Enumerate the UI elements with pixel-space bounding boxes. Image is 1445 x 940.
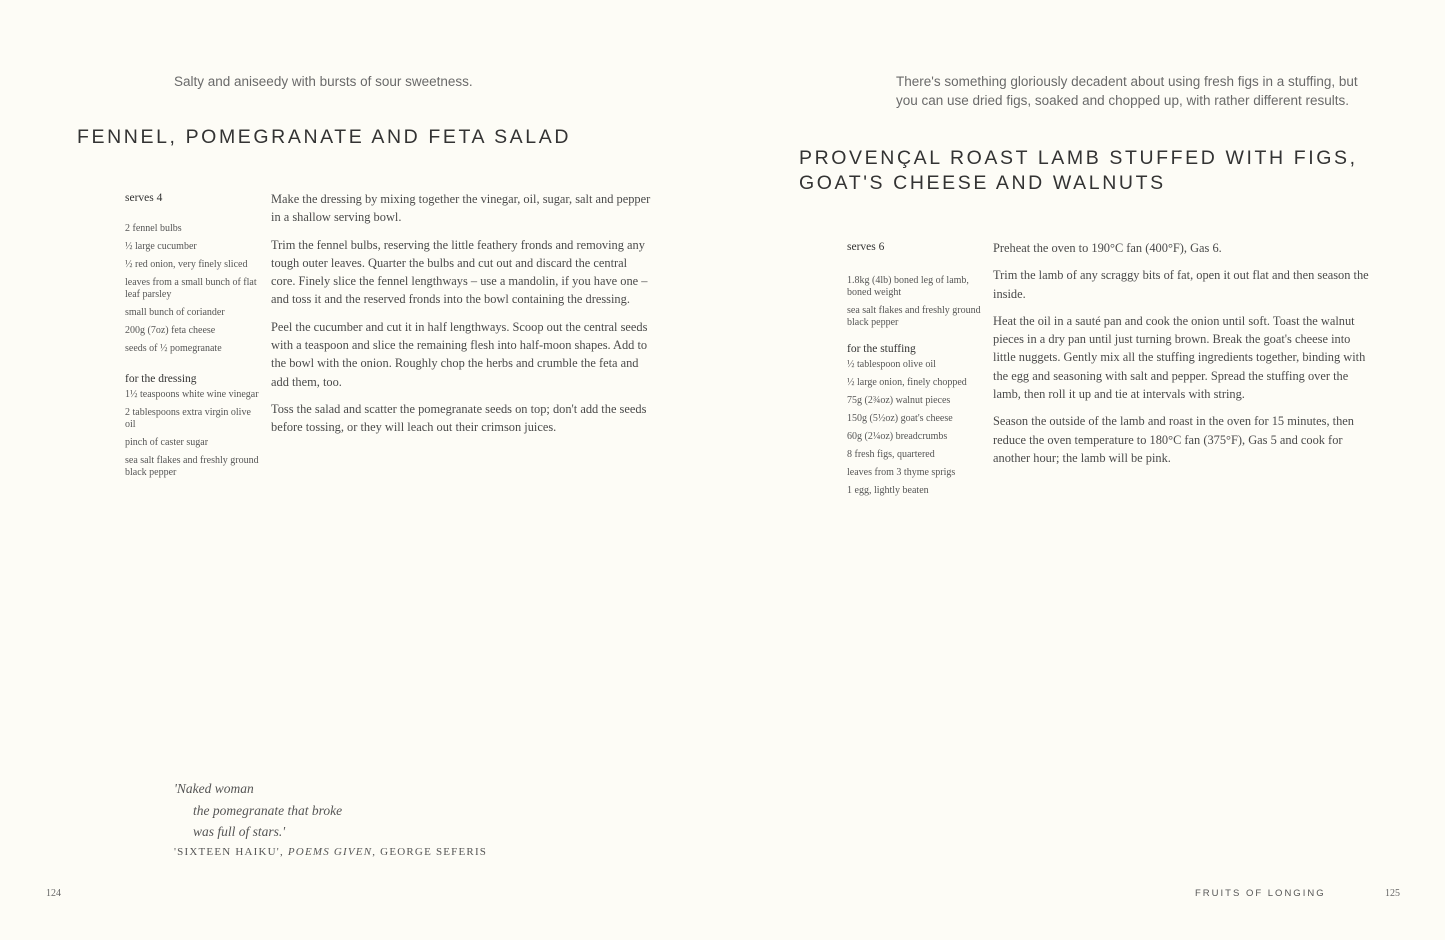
ingredient-item: 200g (7oz) feta cheese (125, 325, 216, 336)
ingredient-item: pinch of caster sugar (125, 437, 209, 448)
method-paragraph: Peel the cucumber and cut it in half lengthways. Scoop out the central seeds with a teaspoon and slice the remaining flesh into half-moon shapes. Add to the bowl with the onion. Roughly chop the herbs and crumble the feta and add them, too. (271, 319, 648, 389)
ingredient-item: 75g (2¾oz) walnut pieces (847, 395, 951, 406)
dressing-heading: for the dressing (125, 373, 197, 385)
left-ingredients-panel (125, 192, 261, 485)
right-serves-label: serves 6 (847, 241, 885, 253)
right-ingredients-panel (847, 241, 983, 503)
right-recipe-title (799, 146, 1399, 196)
left-recipe-title: FENNEL, POMEGRANATE AND FETA SALAD (77, 126, 572, 148)
right-page-number: 125 (1385, 888, 1400, 899)
ingredient-item: leaves from a small bunch of flat leaf parsley (125, 277, 257, 300)
dressing-ingredient-list (125, 389, 261, 479)
quote-line: 'Naked woman (174, 781, 254, 796)
ingredient-item: small bunch of coriander (125, 307, 225, 318)
attribution-book: POEMS GIVEN (287, 845, 373, 858)
left-serves-label: serves 4 (125, 192, 163, 204)
ingredient-item: ½ large cucumber (125, 241, 197, 252)
ingredient-item: 150g (5½oz) goat's cheese (847, 413, 953, 424)
method-paragraph: Preheat the oven to 190°C fan (400°F), Gas 6. (993, 241, 1222, 255)
method-paragraph: Make the dressing by mixing together the vinegar, oil, sugar, salt and pepper in a shallow serving bowl. (271, 192, 651, 225)
right-method (993, 239, 1373, 476)
left-ingredient-list (125, 223, 261, 355)
ingredient-item: 1 egg, lightly beaten (847, 485, 929, 496)
running-head: FRUITS OF LONGING (1195, 888, 1326, 899)
ingredient-item: leaves from 3 thyme sprigs (847, 467, 956, 478)
method-paragraph: Toss the salad and scatter the pomegranate seeds on top; don't add the seeds before tossing, or they will leach out their crimson juices. (271, 401, 647, 435)
ingredient-item: 2 tablespoons extra virgin olive oil (125, 407, 251, 430)
ingredient-item: 60g (2¼oz) breadcrumbs (847, 431, 948, 442)
ingredient-item: 1.8kg (4lb) boned leg of lamb, boned weight (847, 275, 969, 298)
left-method (271, 190, 651, 446)
ingredient-item: sea salt flakes and freshly ground black pepper (847, 305, 981, 328)
left-page-number: 124 (46, 888, 61, 899)
quote-line: the pomegranate that broke (193, 802, 343, 818)
ingredient-item: 8 fresh figs, quartered (847, 449, 935, 460)
right-ingredient-list (847, 275, 983, 329)
ingredient-item: ½ red onion, very finely sliced (125, 259, 248, 270)
right-title-line: GOAT'S CHEESE AND WALNUTS (799, 172, 1166, 194)
right-title-line: PROVENÇAL ROAST LAMB STUFFED WITH FIGS, (799, 147, 1358, 169)
stuffing-heading: for the stuffing (847, 343, 916, 355)
attribution-work: 'SIXTEEN HAIKU', (174, 845, 284, 858)
ingredient-item: 1½ teaspoons white wine vinegar (125, 389, 259, 400)
poem-quote (174, 778, 554, 858)
method-paragraph: Heat the oil in a sauté pan and cook the onion until soft. Toast the walnut pieces in a dry pan until just turning brown. Break the goat's cheese into little nuggets. Gently mix all the stuffing ingredients together, binding with the egg and seasoning with salt and pepper. Spread the stuffing over the lamb, then roll it up and tie at intervals with string. (993, 313, 1366, 402)
stuffing-ingredient-list (847, 359, 983, 497)
method-paragraph: Trim the fennel bulbs, reserving the little feathery fronds and removing any tough outer leaves. Quarter the bulbs and cut out and discard the central core. Finely slice the fennel lengthways – use a mandolin, if you have one – and toss it and the reserved fronds into the bowl containing the dressing. (271, 237, 648, 307)
ingredient-item: ½ tablespoon olive oil (847, 359, 936, 370)
ingredient-item: sea salt flakes and freshly ground black pepper (125, 455, 259, 478)
attribution-author: , GEORGE SEFERIS (372, 845, 488, 858)
left-recipe-intro: Salty and aniseedy with bursts of sour sweetness. (174, 74, 473, 89)
ingredient-item: ½ large onion, finely chopped (847, 377, 967, 388)
quote-attribution (174, 846, 554, 858)
ingredient-item: seeds of ½ pomegranate (125, 343, 222, 354)
quote-line: was full of stars.' (193, 824, 286, 839)
ingredient-item: 2 fennel bulbs (125, 223, 182, 234)
method-paragraph: Season the outside of the lamb and roast in the oven for 15 minutes, then reduce the oven temperature to 180°C fan (375°F), Gas 5 and cook for another hour; the lamb will be pink. (993, 414, 1354, 465)
method-paragraph: Trim the lamb of any scraggy bits of fat, open it out flat and then season the inside. (993, 268, 1369, 301)
right-recipe-intro: There's something gloriously decadent about using fresh figs in a stuffing, but you can use dried figs, soaked and chopped up, with rather different results. (896, 74, 1358, 108)
